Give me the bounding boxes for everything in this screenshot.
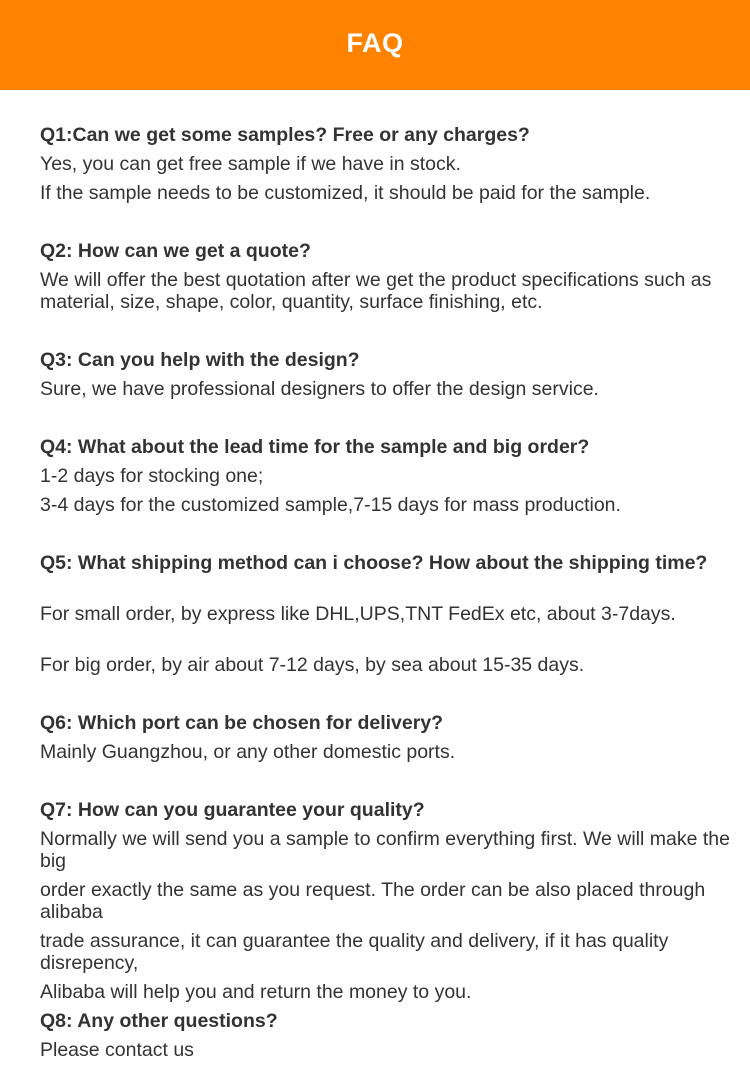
faq-answer-2-line-1: We will offer the best quotation after we get the product specifications such as material, size, shape, color, quantity, surface finishing, etc. <box>40 269 712 313</box>
faq-header <box>0 0 750 90</box>
faq-question-3: Q3: Can you help with the design? <box>40 349 360 371</box>
faq-answer-7-line-3: trade assurance, it can guarantee the quality and delivery, if it has quality disrepency, <box>40 930 669 974</box>
faq-answer-7-line-4: Alibaba will help you and return the money to you. <box>40 981 472 1003</box>
page-title: FAQ <box>346 28 404 58</box>
faq-question-6: Q6: Which port can be chosen for delivery? <box>40 712 444 734</box>
faq-answer-1-line-2: If the sample needs to be customized, it should be paid for the sample. <box>40 182 651 204</box>
faq-answer-4-line-1: 1-2 days for stocking one; <box>40 465 264 487</box>
faq-answer-8-line-1: Please contact us <box>40 1039 194 1061</box>
faq-answer-3-line-1: Sure, we have professional designers to offer the design service. <box>40 378 599 400</box>
faq-question-2: Q2: How can we get a quote? <box>40 240 311 262</box>
faq-question-7: Q7: How can you guarantee your quality? <box>40 799 425 821</box>
faq-question-4: Q4: What about the lead time for the sample and big order? <box>40 436 590 458</box>
faq-question-1: Q1:Can we get some samples? Free or any charges? <box>40 124 530 146</box>
faq-answer-4-line-2: 3-4 days for the customized sample,7-15 days for mass production. <box>40 494 621 516</box>
faq-answer-1-line-1: Yes, you can get free sample if we have in stock. <box>40 153 461 175</box>
faq-answer-7-line-1: Normally we will send you a sample to confirm everything first. We will make the big <box>40 828 730 872</box>
faq-answer-7-line-2: order exactly the same as you request. The order can be also placed through alibaba <box>40 879 706 923</box>
faq-answer-5-line-1: For small order, by express like DHL,UPS,TNT FedEx etc, about 3-7days. <box>40 603 676 625</box>
faq-answer-5-line-2: For big order, by air about 7-12 days, by sea about 15-35 days. <box>40 654 585 676</box>
faq-question-5: Q5: What shipping method can i choose? How about the shipping time? <box>40 552 708 574</box>
faq-answer-6-line-1: Mainly Guangzhou, or any other domestic ports. <box>40 741 456 763</box>
faq-question-8: Q8: Any other questions? <box>40 1010 278 1032</box>
